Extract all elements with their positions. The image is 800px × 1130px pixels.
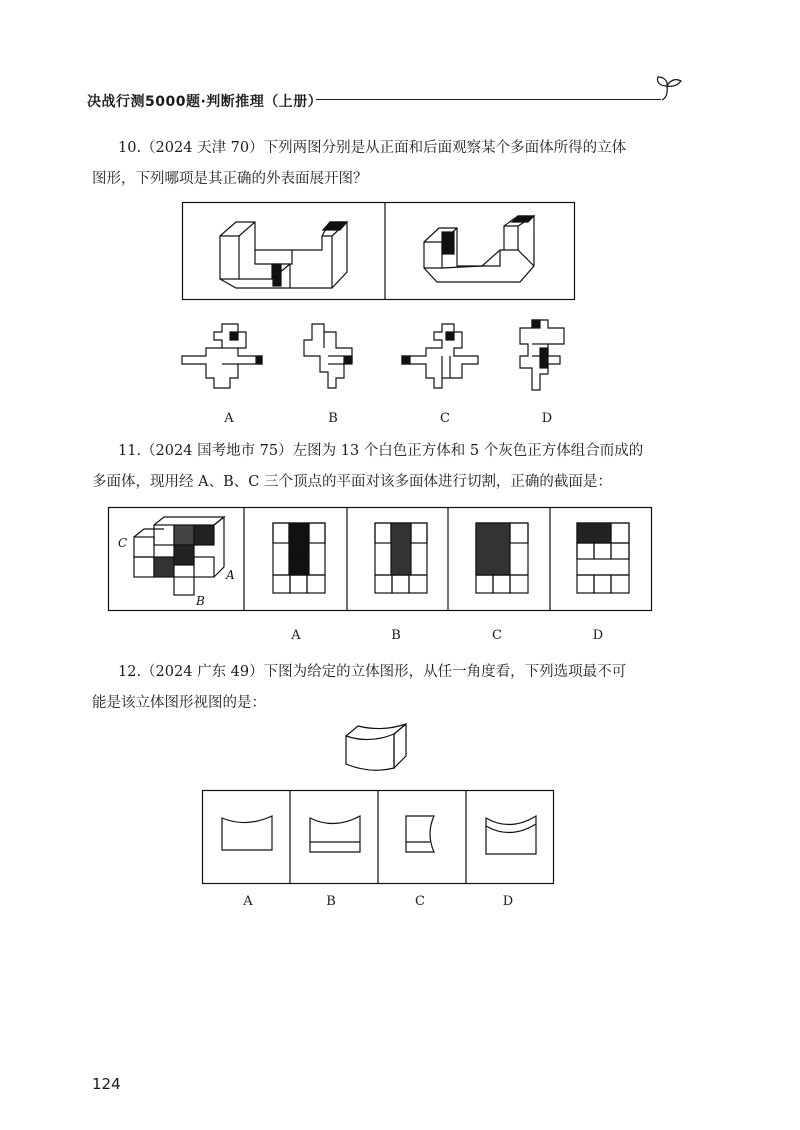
question-11-line2: 多面体，现用经 A、B、C 三个顶点的平面对该多面体进行切割，正确的截面是： [92, 474, 612, 490]
net-option-b [304, 324, 352, 388]
question-12-cont [92, 688, 682, 719]
question-11 [118, 436, 688, 467]
question-12-line1: 12.（2024 广东 49）下图为给定的立体图形，从任一角度看，下列选项最不可 [118, 664, 627, 680]
q12-option-views [202, 790, 554, 884]
q12-option-label-a: A [243, 894, 253, 909]
net-option-c [402, 324, 478, 388]
question-10-line1: 10.（2024 天津 70）下列两图分别是从正面和后面观察某个多面体所得的立体 [118, 140, 627, 156]
page-number: 124 [92, 1075, 121, 1093]
q10-option-label-d: D [541, 411, 553, 426]
q12-view-c [406, 816, 434, 852]
cube-label-a: A [226, 568, 235, 582]
sprout-icon [652, 72, 684, 106]
q11-option-label-b: B [391, 628, 401, 643]
q10-option-label-c: C [440, 411, 450, 426]
q11-section-a [273, 523, 325, 593]
q12-view-a [222, 816, 272, 850]
question-12-line2: 能是该立体图形视图的是： [92, 695, 266, 711]
q12-given-solid [342, 722, 412, 776]
question-10-line2: 图形，下列哪项是其正确的外表面展开图？ [92, 171, 368, 187]
back-view-solid [424, 216, 534, 282]
question-12 [118, 657, 688, 688]
q11-section-b [375, 523, 427, 593]
question-11-cont [92, 467, 682, 498]
header-rule [316, 99, 661, 100]
q12-view-d [486, 816, 536, 854]
running-header: 决战行测5000题·判断推理（上册） [87, 94, 323, 110]
q12-option-label-b: B [326, 894, 336, 909]
net-option-a [182, 324, 262, 388]
q11-option-label-d: D [592, 628, 604, 643]
cube-label-b: B [196, 594, 205, 608]
front-view-solid [220, 222, 347, 288]
q10-option-nets [180, 318, 575, 396]
question-10 [118, 133, 688, 164]
q11-option-label-c: C [492, 628, 502, 643]
q12-option-label-c: C [415, 894, 425, 909]
cube-assembly [134, 517, 224, 595]
q10-option-label-b: B [328, 411, 338, 426]
q11-section-c [476, 523, 528, 593]
q12-view-b [310, 816, 360, 852]
net-option-d [520, 320, 564, 390]
question-10-cont [92, 164, 682, 195]
q11-section-d [577, 523, 629, 593]
q10-solid-views [182, 202, 575, 300]
question-11-line1: 11.（2024 国考地市 75）左图为 13 个白色正方体和 5 个灰色正方体组合而成的 [118, 443, 644, 459]
q11-option-label-a: A [291, 628, 301, 643]
q11-figure-row [108, 507, 652, 611]
q10-option-label-a: A [224, 411, 234, 426]
cube-label-c: C [118, 536, 128, 550]
q12-option-label-d: D [502, 894, 514, 909]
